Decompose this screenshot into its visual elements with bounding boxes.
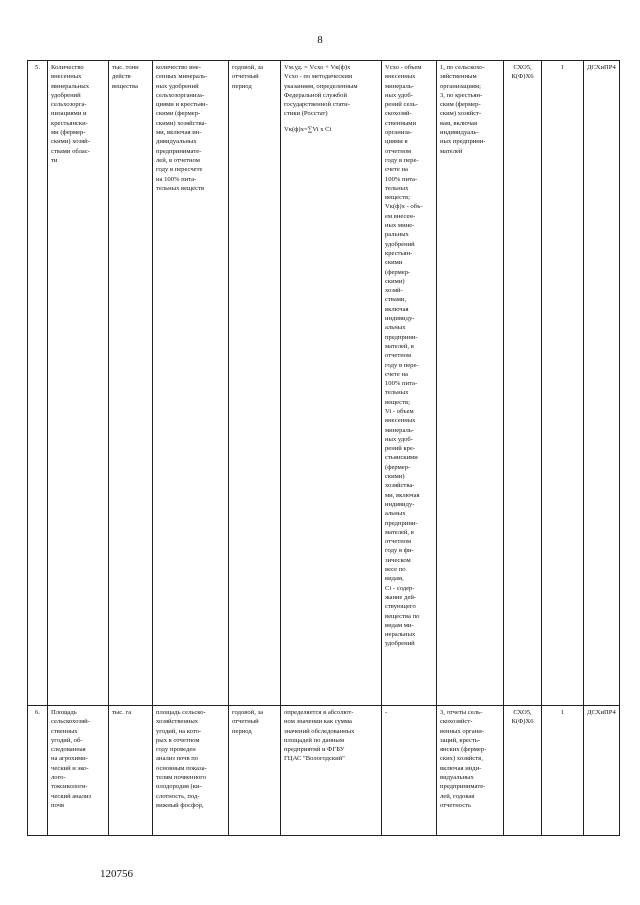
indicator-name: Площадь сельскохозяй- ственных угодий, об- следованная на агрохими- ческий и эко- лого- токсикологи- ческий анализ почв — [48, 706, 109, 836]
procedure-code: 1 — [542, 706, 584, 836]
table-row — [28, 706, 620, 836]
basic-indicators: - — [382, 706, 437, 836]
responsible-body: ДСХиПР4 — [584, 61, 620, 706]
procedure-code: 1 — [542, 61, 584, 706]
row-number: 6. — [28, 706, 48, 836]
responsible-body: ДСХиПР4 — [584, 706, 620, 836]
indicator-definition: площадь сельско- хозяйственных угодий, на кото- рых в отчетном году проведен анализ почв по основным показа- телям почвенного плодородия (ки- слотность, под- вижный фосфор, — [153, 706, 229, 836]
document-code: 120756 — [100, 868, 133, 880]
data-source: 3, отчеты сель- скохозяйст- венных органи- заций, кресть- янских (фермер- ских) хозяйств, включая инди- видуальных предпринимате- лей, годовая отчетность — [437, 706, 504, 836]
data-source: 1, по сельскохо- зяйственным организациям; 3, по крестьян- ским (фермер- ским) хозяйст- вам, включая индивидуаль- ных предприни- мателей — [437, 61, 504, 706]
observation-subjects: СХО5, К(Ф)Х6 — [504, 61, 542, 706]
basic-indicators: Vсхо - объем внесенных минераль- ных удоб- рений сель- скохозяй- ственными организа- циями в отчетном году в пере- счете на 100% пита- тельных веществ; Vк(ф)х - объ- ем внесен- ных мине- ральных удобрений крестьян- скими (фермер- скими) хозяй- ствами, включая индивиду- альных предприни- мателей, в отчетном году в пере- счете на 100% пита- тельных веществ; Vi - объем внесенных минераль- ных удоб- рений кре- стьянскими (фермер- скими) хозяйства- ми, включая индивиду- альных предприни- мателей, в отчетном году в фи- зическом весе по видам, Ci - содер- жание дей- ствующего вещества по видам ми- неральных удобрений — [382, 61, 437, 706]
method-formula: Vк(ф)х=∑Vi x Ci — [284, 125, 332, 133]
method-description: определяется в абсолют- ном значении как сумма значений обследованных площадей по данным предприятий и ФГБУ ГЦАС "Вологодский" — [284, 709, 355, 763]
method-description: Vм.уд. = Vсхо + Vк(ф)х Vсхо - по методическим указаниям, определенным Федеральной службой государственной стати- стики (Росстат) — [284, 64, 358, 118]
indicator-name: Количество внесенных минеральных удобрений сельхозорга- низациями и крестьянски- ми (фермер- скими) хозяй- ствами облас- ти — [48, 61, 109, 706]
row-number: 5. — [28, 61, 48, 706]
calculation-method — [281, 61, 382, 706]
calculation-method — [281, 706, 382, 836]
indicator-definition: количество вне- сенных минераль- ных удобрений сельхозорганиза- циями и крестьян- скими (фермер- скими) хозяйства- ми, включая ин- дивидуальных предпринимате- лей, в отчетном году в пересчете на 100% пита- тельных веществ — [153, 61, 229, 706]
indicator-table — [27, 60, 620, 836]
page-number: 8 — [317, 34, 323, 46]
table-row — [28, 61, 620, 706]
time-period: годовой, за отчетный период — [229, 61, 281, 706]
observation-subjects: СХО5, К(Ф)Х6 — [504, 706, 542, 836]
unit-of-measure: тыс. тонн действ вещества — [109, 61, 153, 706]
unit-of-measure: тыс. га — [109, 706, 153, 836]
time-period: годовой, за отчетный период — [229, 706, 281, 836]
